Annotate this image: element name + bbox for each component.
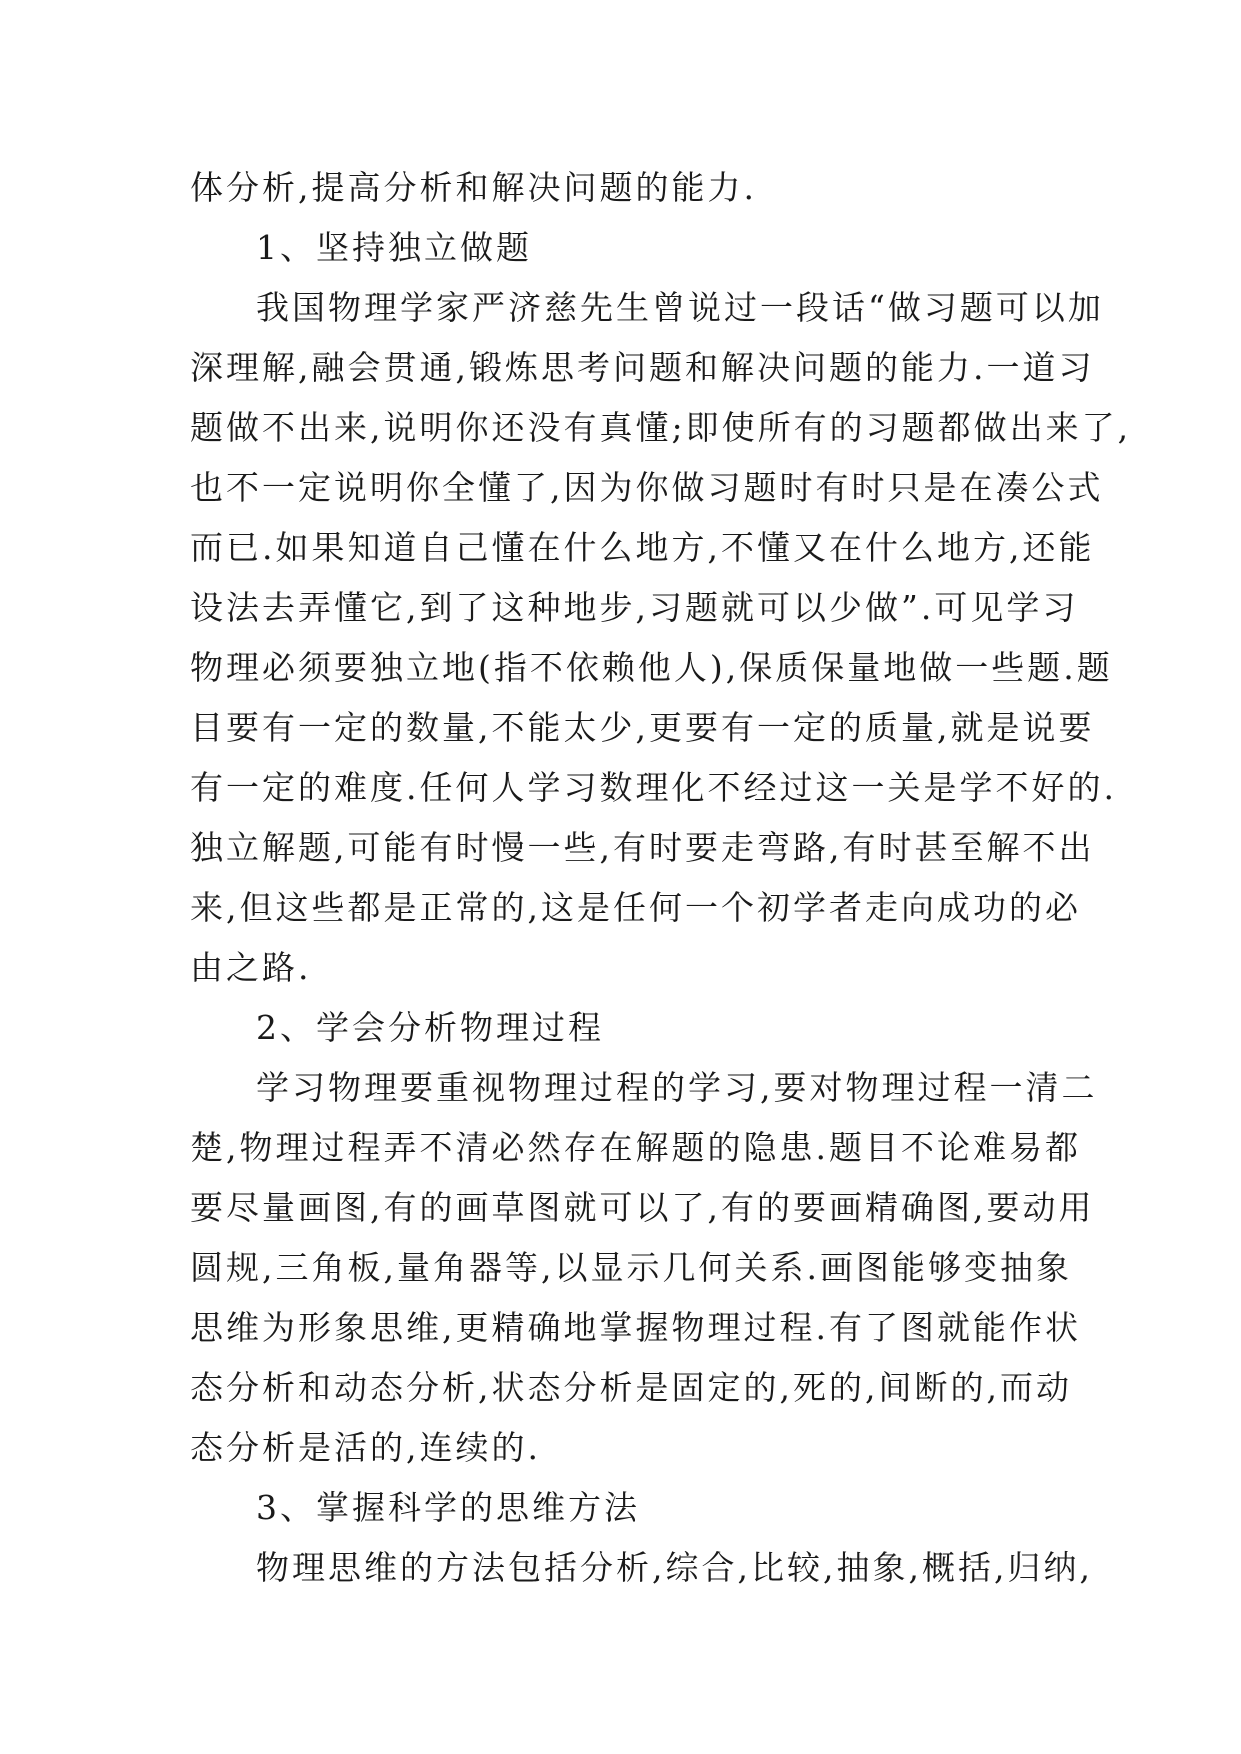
text-line: 独立解题,可能有时慢一些,有时要走弯路,有时甚至解不出	[190, 828, 1095, 867]
text-line: 圆规,三角板,量角器等,以显示几何关系.画图能够变抽象	[190, 1248, 1072, 1287]
text-line: 设法去弄懂它,到了这种地步,习题就可以少做”.可见学习	[190, 588, 1079, 627]
text-line: 而已.如果知道自己懂在什么地方,不懂又在什么地方,还能	[190, 528, 1095, 567]
text-line: 目要有一定的数量,不能太少,更要有一定的质量,就是说要	[190, 708, 1095, 747]
text-line: 我国物理学家严济慈先生曾说过一段话“做习题可以加	[256, 288, 1104, 327]
text-line: 2、学会分析物理过程	[256, 1008, 604, 1047]
text-line: 物理必须要独立地(指不依赖他人),保质保量地做一些题.题	[190, 648, 1113, 687]
text-line: 3、掌握科学的思维方法	[256, 1488, 640, 1527]
text-line: 也不一定说明你全懂了,因为你做习题时有时只是在凑公式	[190, 468, 1104, 507]
text-line: 态分析是活的,连续的.	[190, 1428, 541, 1467]
text-line: 来,但这些都是正常的,这是任何一个初学者走向成功的必	[190, 888, 1081, 927]
text-line: 体分析,提高分析和解决问题的能力.	[190, 168, 757, 207]
text-line: 有一定的难度.任何人学习数理化不经过这一关是学不好的.	[190, 768, 1117, 807]
text-line: 思维为形象思维,更精确地掌握物理过程.有了图就能作状	[190, 1308, 1081, 1347]
text-line: 学习物理要重视物理过程的学习,要对物理过程一清二	[256, 1068, 1098, 1107]
text-line: 楚,物理过程弄不清必然存在解题的隐患.题目不论难易都	[190, 1128, 1081, 1167]
document-body	[190, 158, 1132, 1598]
text-line: 态分析和动态分析,状态分析是固定的,死的,间断的,而动	[190, 1368, 1072, 1407]
text-line: 由之路.	[190, 948, 312, 987]
text-line: 物理思维的方法包括分析,综合,比较,抽象,概括,归纳,	[256, 1548, 1093, 1587]
text-line: 题做不出来,说明你还没有真懂;即使所有的习题都做出来了,	[190, 408, 1132, 447]
text-line: 要尽量画图,有的画草图就可以了,有的要画精确图,要动用	[190, 1188, 1095, 1227]
text-line: 深理解,融会贯通,锻炼思考问题和解决问题的能力.一道习	[190, 348, 1095, 387]
text-line: 1、坚持独立做题	[256, 228, 532, 267]
